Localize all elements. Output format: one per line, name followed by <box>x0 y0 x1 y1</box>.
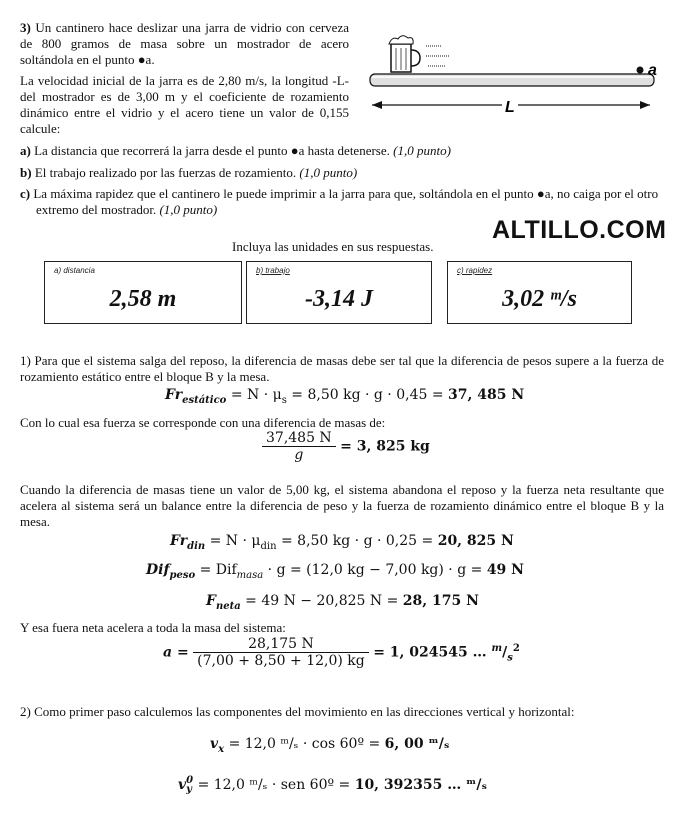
answer-value-speed: 3,02 ᵐ/s <box>502 286 577 312</box>
counter-diagram <box>366 26 666 120</box>
eq3-sub: din <box>187 540 206 552</box>
eq3-mu-sub: din <box>260 540 277 552</box>
eq4-sub: peso <box>169 569 196 581</box>
question-c <box>20 186 688 218</box>
eq8-sub: y <box>186 784 192 795</box>
solution-paragraph-1: 1) Para que el sistema salga del reposo, la diferencia de masas debe ser tal que la diferencia de pesos supere a la fuerza de rozamiento estático entre el bloque B y la mesa. <box>20 353 664 384</box>
question-b <box>20 165 680 181</box>
eq6-result: = 1, 024545 … <box>373 644 492 661</box>
answer-box-work <box>246 261 432 324</box>
equation-weight-difference <box>146 562 524 581</box>
eq4-mid-sub: masa <box>236 569 264 581</box>
solution-paragraph-5: 2) Como primer paso calculemos las componentes del movimiento en las direcciones vertical y horizontal: <box>20 704 575 719</box>
equation-net-force <box>206 593 479 612</box>
question-c-letter: c) <box>20 186 31 201</box>
equation-mass-difference <box>262 430 430 463</box>
eq1-lhs: Fr <box>165 387 183 403</box>
beer-mug-icon <box>389 36 450 72</box>
eq4-mid: = Dif <box>199 562 237 578</box>
solution-paragraph-4: Y esa fuera neta acelera a toda la masa del sistema: <box>20 620 286 635</box>
answer-value-distance: 2,58 m <box>109 286 177 312</box>
answer-value-work: -3,14 J <box>305 286 373 312</box>
problem-intro-text: Un cantinero hace deslizar una jarra de vidrio con cerveza de 800 gramos de masa sobre un mostrador de acero soltándola en el punto ●a. <box>20 20 349 67</box>
eq6-lhs: a = <box>163 644 189 661</box>
question-a <box>20 143 680 159</box>
problem-intro <box>20 20 349 68</box>
answer-box-speed <box>447 261 632 324</box>
problem-data: La velocidad inicial de la jarra es de 2,80 m/s, la longitud -L- del mostrador es de 3,00 m y el coeficiente de rozamiento dinámico entre el vidrio y el acero tiene un valor de 0,155 calcule: <box>20 73 349 136</box>
eq5-rhs: = 49 N − 20,825 N = <box>245 593 399 609</box>
answer-label-work: b) trabajo <box>256 266 290 275</box>
eq6-fraction <box>193 636 369 669</box>
equation-vy <box>178 776 487 794</box>
equation-static-friction <box>165 387 524 406</box>
point-a-label: a <box>648 62 657 79</box>
eq6-unit-m: m <box>491 642 503 654</box>
eq1-result: 37, 485 N <box>448 387 525 403</box>
question-c-points: (1,0 punto) <box>159 202 218 217</box>
eq8-rhs: = 12,0 ᵐ/ₛ · sen 60º = <box>197 777 351 793</box>
eq8-lhs: v <box>178 777 187 793</box>
eq2-numerator: 37,485 N <box>262 430 336 447</box>
eq5-result: 28, 175 N <box>402 593 479 609</box>
question-b-points: (1,0 punto) <box>299 165 358 180</box>
question-b-text: El trabajo realizado por las fuerzas de rozamiento. <box>34 165 297 180</box>
answer-label-speed: c) rapidez <box>457 266 493 275</box>
answer-label-distance: a) distancia <box>54 266 95 275</box>
eq3-result: 20, 825 N <box>437 533 514 549</box>
solution-paragraph-2: Con lo cual esa fuerza se corresponde con una diferencia de masas de: <box>20 415 386 430</box>
eq1-rhs: = 8,50 kg · g · 0,45 = <box>291 387 444 403</box>
eq4-result: 49 N <box>486 562 524 578</box>
equation-acceleration: a = $\frac{28,175 N}{(7,00 + 8,50 + 12,0) kg}$ = 1, 024545 … $^m/_s^2$ <box>163 636 520 669</box>
answer-box-distance <box>44 261 242 324</box>
watermark-logo: ALTILLO.COM <box>492 216 667 244</box>
eq6-unit-exp: 2 <box>512 642 520 654</box>
question-b-letter: b) <box>20 165 32 180</box>
units-note: Incluya las unidades en sus respuestas. <box>232 239 434 254</box>
question-a-points: (1,0 punto) <box>393 143 451 158</box>
length-label: L <box>505 99 515 116</box>
eq8-result: 10, 392355 … ᵐ/ₛ <box>354 777 487 793</box>
eq4-lhs: Dif <box>146 562 170 578</box>
eq1-sub: estático <box>182 394 227 406</box>
equation-vx <box>210 736 449 755</box>
eq3-rhs: = 8,50 kg · g · 0,25 = <box>280 533 434 549</box>
eq8-sup: 0 <box>186 775 194 786</box>
eq5-lhs: F <box>206 593 216 609</box>
eq7-sub: x <box>218 743 225 755</box>
question-a-letter: a) <box>20 143 31 158</box>
eq6-denominator: (7,00 + 8,50 + 12,0) kg <box>197 653 365 669</box>
counter-bar <box>370 74 654 86</box>
equation-dynamic-friction <box>170 533 514 552</box>
problem-number: 3) <box>20 20 31 35</box>
eq7-lhs: v <box>210 736 219 752</box>
eq7-rhs: = 12,0 ᵐ/ₛ · cos 60º = <box>228 736 381 752</box>
solution-paragraph-3: Cuando la diferencia de masas tiene un valor de 5,00 kg, el sistema abandona el reposo y la fuerza neta resultante que acelera al sistema será un balance entre la diferencia de peso y la fuerza de rozamiento dinámico entre el bloque B y la mesa. <box>20 482 664 529</box>
question-a-text: La distancia que recorrerá la jarra desde el punto ●a hasta detenerse. <box>34 143 390 158</box>
point-a-marker <box>637 67 644 74</box>
eq4-rhs: · g = (12,0 kg − 7,00 kg) · g = <box>267 562 483 578</box>
eq2-fraction <box>262 430 336 463</box>
eq2-result: = 3, 825 kg <box>340 438 430 455</box>
question-c-text: La máxima rapidez que el cantinero le puede imprimir a la jarra para que, soltándola en el punto ●a, no caiga por el otro extremo del mostrador. <box>33 186 659 217</box>
eq1-mid: = N · μ <box>230 387 282 403</box>
eq2-denominator: g <box>294 447 304 463</box>
eq7-result: 6, 00 ᵐ/ₛ <box>384 736 450 752</box>
eq1-mu-sub: s <box>281 394 287 406</box>
eq6-numerator: 28,175 N <box>193 636 369 653</box>
eq3-mid: = N · μ <box>209 533 261 549</box>
eq3-lhs: Fr <box>170 533 188 549</box>
eq5-sub: neta <box>215 600 241 612</box>
eq6-unit-s: s <box>507 652 513 664</box>
